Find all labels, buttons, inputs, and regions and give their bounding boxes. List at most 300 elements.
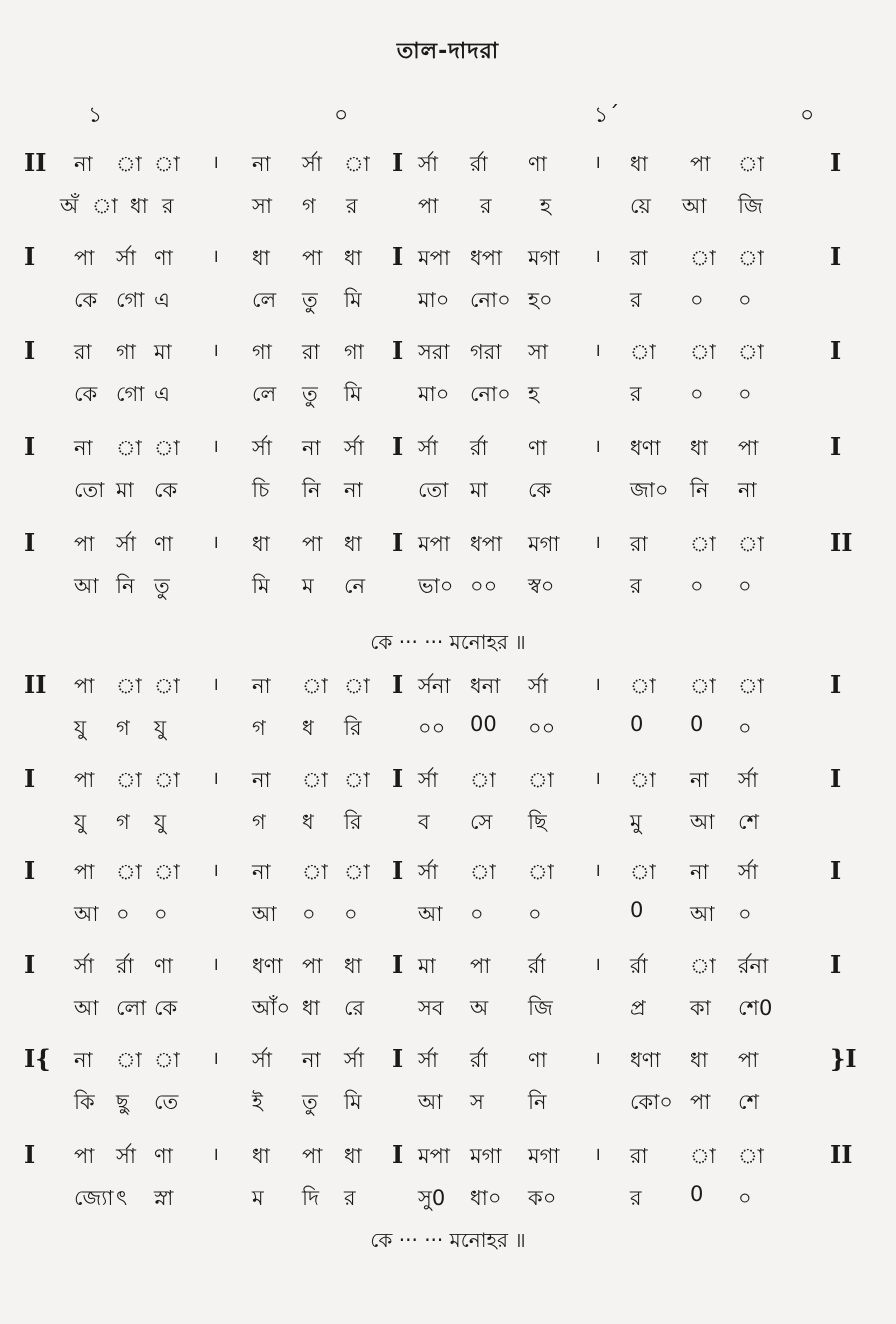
start-barline: I	[24, 528, 36, 557]
swara-note: না	[252, 674, 271, 698]
lyric-syllable: তু	[302, 382, 318, 406]
swara-note: র্সা	[252, 436, 272, 460]
tala-marker: ১´	[594, 103, 620, 128]
lyric-row	[0, 992, 896, 1032]
swara-note: র্সনা	[418, 674, 451, 698]
swara-note: মগা	[470, 1144, 502, 1168]
swara-note: া	[630, 674, 656, 698]
lyric-row	[0, 712, 896, 752]
swara-note: র্সা	[528, 674, 548, 698]
swara-note: ধনা	[470, 674, 501, 698]
swara-note: র্রা	[470, 152, 488, 176]
swara-note: মা	[154, 340, 172, 364]
lyric-syllable: য়ে	[630, 194, 651, 218]
swara-row	[0, 242, 896, 282]
lyric-syllable: ০	[738, 288, 752, 312]
lyric-syllable: হ	[540, 194, 552, 218]
swara-note: ণা	[154, 954, 173, 978]
swara-note: রা	[630, 532, 648, 556]
swara-note: মগা	[528, 1144, 560, 1168]
swara-note: ধা	[252, 1144, 270, 1168]
lyric-syllable: গো	[116, 382, 145, 406]
lyric-syllable: আ	[74, 574, 99, 598]
lyric-syllable: গো	[116, 288, 145, 312]
swara-note: া	[690, 1144, 716, 1168]
swara-note: পা	[74, 768, 95, 792]
lyric-syllable: ছি	[528, 810, 547, 834]
swara-note: া	[630, 860, 656, 884]
swara-note: া	[116, 1048, 142, 1072]
lyric-syllable: গ	[252, 716, 266, 740]
swara-note: পা	[74, 674, 95, 698]
lyric-syllable: ধা	[130, 194, 148, 218]
swara-note: র্সা	[252, 1048, 272, 1072]
beat-divider: ।	[212, 532, 219, 553]
swara-note: ধা	[344, 532, 362, 556]
lyric-row	[0, 806, 896, 846]
lyric-syllable: মি	[344, 288, 362, 312]
swara-note: না	[74, 436, 93, 460]
notation-block	[0, 528, 896, 624]
lyric-syllable: ০	[116, 902, 130, 926]
swara-note: া	[344, 674, 370, 698]
lyric-syllable: ই	[252, 1090, 263, 1114]
swara-note: া	[738, 1144, 764, 1168]
lyric-syllable: মা০	[418, 288, 450, 312]
lyric-syllable: সব	[418, 996, 444, 1020]
beat-divider: ।	[594, 954, 601, 975]
beat-divider: ।	[594, 340, 601, 361]
lyric-syllable: যু	[74, 716, 87, 740]
swara-note: ণা	[154, 246, 173, 270]
swara-note: পা	[74, 1144, 95, 1168]
swara-note: রা	[630, 246, 648, 270]
lyric-syllable: র	[630, 382, 642, 406]
lyric-syllable: শে	[738, 1090, 759, 1114]
end-barline: I	[830, 432, 842, 461]
lyric-syllable: আ	[252, 902, 277, 926]
swara-note: া	[630, 768, 656, 792]
swara-note: া	[690, 674, 716, 698]
swara-note: ধপা	[470, 246, 503, 270]
swara-note: সা	[528, 340, 548, 364]
swara-note: ধা	[344, 954, 362, 978]
lyric-syllable: সা	[252, 194, 272, 218]
lyric-syllable: ০	[738, 1186, 752, 1210]
swara-note: মগা	[528, 532, 560, 556]
lyric-syllable: তে	[154, 1090, 179, 1114]
swara-note: পা	[302, 954, 323, 978]
swara-note: া	[690, 340, 716, 364]
end-barline: I	[830, 242, 842, 271]
swara-note: গা	[344, 340, 364, 364]
swara-note: া	[344, 860, 370, 884]
notation-block	[0, 670, 896, 766]
lyric-row	[0, 190, 896, 230]
swara-note: পা	[690, 152, 711, 176]
lyric-syllable: গ	[252, 810, 266, 834]
lyric-syllable: মি	[344, 382, 362, 406]
lyric-row	[0, 570, 896, 610]
swara-note: র্সা	[344, 1048, 364, 1072]
beat-divider: ।	[594, 860, 601, 881]
swara-note: ধা	[630, 152, 648, 176]
lyric-syllable: র	[480, 194, 492, 218]
lyric-syllable: আ	[418, 1090, 443, 1114]
lyric-syllable: ধ	[302, 810, 314, 834]
swara-note: র্সা	[116, 1144, 136, 1168]
tala-markers	[0, 98, 896, 128]
swara-note: া	[302, 674, 328, 698]
lyric-syllable: স্ব০	[528, 574, 555, 598]
lyric-syllable: ছু	[116, 1090, 129, 1114]
swara-note: না	[252, 152, 271, 176]
lyric-syllable: 0	[630, 898, 644, 922]
lyric-syllable: এ	[154, 288, 170, 312]
lyric-syllable: ম	[252, 1186, 264, 1210]
mid-barline: I	[392, 1140, 404, 1169]
swara-note: র্রা	[116, 954, 134, 978]
beat-divider: ।	[594, 532, 601, 553]
tala-marker: ০	[334, 103, 349, 128]
refrain-line: কে ··· ··· মনোহর ॥	[370, 630, 526, 654]
swara-note: া	[116, 674, 142, 698]
lyric-syllable: ০	[690, 382, 704, 406]
lyric-syllable: গ	[302, 194, 316, 218]
notation-block	[0, 242, 896, 338]
beat-divider: ।	[212, 340, 219, 361]
swara-note: না	[252, 860, 271, 884]
swara-row	[0, 856, 896, 896]
lyric-syllable: অঁ	[60, 194, 79, 218]
lyric-syllable: নি	[116, 574, 135, 598]
swara-note: া	[344, 152, 370, 176]
swara-note: পা	[74, 532, 95, 556]
swara-note: া	[690, 954, 716, 978]
lyric-syllable: র	[630, 1186, 642, 1210]
lyric-syllable: শে	[738, 810, 759, 834]
lyric-syllable: র	[630, 288, 642, 312]
lyric-syllable: কে	[528, 478, 552, 502]
mid-barline: I	[392, 856, 404, 885]
swara-note: ধণা	[630, 436, 661, 460]
swara-note: র্সা	[418, 1048, 438, 1072]
lyric-syllable: তো	[418, 478, 449, 502]
lyric-syllable: আ	[74, 902, 99, 926]
swara-note: র্সা	[738, 860, 758, 884]
lyric-syllable: নি	[690, 478, 709, 502]
swara-note: পা	[302, 532, 323, 556]
lyric-syllable: জা০	[630, 478, 669, 502]
swara-note: া	[344, 768, 370, 792]
swara-note: র্সা	[418, 860, 438, 884]
lyric-syllable: তু	[302, 1090, 318, 1114]
lyric-syllable: না	[344, 478, 363, 502]
swara-note: গা	[116, 340, 136, 364]
lyric-syllable: মা০	[418, 382, 450, 406]
end-barline: I	[830, 764, 842, 793]
lyric-row	[0, 284, 896, 324]
swara-note: মগা	[528, 246, 560, 270]
swara-note: পা	[302, 1144, 323, 1168]
swara-row	[0, 1140, 896, 1180]
lyric-syllable: র	[162, 194, 174, 218]
swara-row	[0, 950, 896, 990]
tala-marker: ১	[88, 103, 103, 128]
refrain-line: কে ··· ··· মনোহর ॥	[370, 1228, 526, 1252]
swara-note: র্রা	[470, 436, 488, 460]
lyric-syllable: নো০	[470, 288, 511, 312]
lyric-syllable: কে	[154, 478, 178, 502]
swara-row	[0, 336, 896, 376]
mid-barline: I	[392, 432, 404, 461]
lyric-syllable: া	[92, 194, 118, 218]
beat-divider: ।	[212, 674, 219, 695]
swara-note: া	[154, 152, 180, 176]
swara-note: া	[630, 340, 656, 364]
lyric-syllable: নো০	[470, 382, 511, 406]
beat-divider: ।	[594, 1048, 601, 1069]
lyric-row	[0, 1182, 896, 1222]
lyric-syllable: যু	[74, 810, 87, 834]
beat-divider: ।	[594, 768, 601, 789]
lyric-syllable: ০০	[528, 716, 556, 740]
swara-note: র্সা	[738, 768, 758, 792]
lyric-syllable: 0	[690, 712, 704, 736]
lyric-syllable: জি	[528, 996, 553, 1020]
lyric-syllable: লো	[116, 996, 147, 1020]
swara-note: ধণা	[252, 954, 283, 978]
lyric-syllable: সে	[470, 810, 493, 834]
swara-note: া	[154, 860, 180, 884]
swara-note: না	[690, 768, 709, 792]
swara-note: পা	[74, 860, 95, 884]
lyric-row	[0, 1086, 896, 1126]
end-barline: }I	[830, 1044, 857, 1073]
swara-note: না	[302, 436, 321, 460]
lyric-syllable: ব	[418, 810, 430, 834]
swara-note: র্সা	[116, 246, 136, 270]
swara-note: ণা	[154, 532, 173, 556]
swara-note: া	[154, 768, 180, 792]
swara-note: ধা	[252, 246, 270, 270]
swara-note: া	[116, 436, 142, 460]
swara-note: া	[738, 674, 764, 698]
lyric-syllable: ০০	[470, 574, 498, 598]
lyric-syllable: ০০	[418, 716, 446, 740]
lyric-syllable: স্না	[154, 1186, 174, 1210]
lyric-syllable: নি	[302, 478, 321, 502]
swara-note: পা	[302, 246, 323, 270]
mid-barline: I	[392, 670, 404, 699]
lyric-syllable: ০	[738, 902, 752, 926]
lyric-syllable: র	[346, 194, 358, 218]
swara-note: না	[302, 1048, 321, 1072]
lyric-syllable: মু	[630, 810, 642, 834]
start-barline: I	[24, 950, 36, 979]
swara-note: া	[154, 1048, 180, 1072]
beat-divider: ।	[212, 246, 219, 267]
swara-note: র্সা	[418, 152, 438, 176]
lyric-syllable: ৎ	[116, 1186, 128, 1210]
lyric-syllable: কে	[74, 382, 98, 406]
lyric-syllable: এ	[154, 382, 170, 406]
end-barline: I	[830, 950, 842, 979]
beat-divider: ।	[594, 1144, 601, 1165]
lyric-syllable: লে	[252, 288, 277, 312]
lyric-syllable: চি	[252, 478, 270, 502]
swara-note: মপা	[418, 1144, 451, 1168]
beat-divider: ।	[212, 152, 219, 173]
swara-note: া	[302, 768, 328, 792]
lyric-syllable: আ	[418, 902, 443, 926]
mid-barline: I	[392, 1044, 404, 1073]
lyric-syllable: তো	[74, 478, 105, 502]
swara-note: া	[528, 768, 554, 792]
lyric-syllable: কে	[74, 288, 98, 312]
notation-block	[0, 856, 896, 952]
lyric-syllable: না	[738, 478, 757, 502]
swara-note: া	[690, 246, 716, 270]
swara-note: না	[74, 152, 93, 176]
lyric-syllable: গ	[116, 810, 130, 834]
notation-block	[0, 336, 896, 432]
swara-note: র্সা	[116, 532, 136, 556]
lyric-syllable: ধা০	[470, 1186, 502, 1210]
swara-note: া	[738, 152, 764, 176]
beat-divider: ।	[212, 860, 219, 881]
swara-note: ণা	[528, 436, 547, 460]
end-barline: I	[830, 148, 842, 177]
swara-note: া	[116, 768, 142, 792]
lyric-syllable: কে	[154, 996, 178, 1020]
lyric-syllable: গ	[116, 716, 130, 740]
lyric-syllable: ম	[302, 574, 314, 598]
start-barline: I	[24, 764, 36, 793]
lyric-syllable: হ০	[528, 288, 553, 312]
swara-note: া	[738, 532, 764, 556]
start-barline: I	[24, 432, 36, 461]
swara-note: ধা	[690, 436, 708, 460]
swara-note: া	[154, 674, 180, 698]
lyric-syllable: মা	[116, 478, 134, 502]
lyric-syllable: ০	[528, 902, 542, 926]
lyric-syllable: প্র	[630, 996, 646, 1020]
beat-divider: ।	[594, 674, 601, 695]
lyric-syllable: ধ	[302, 716, 314, 740]
swara-note: া	[738, 246, 764, 270]
beat-divider: ।	[212, 1048, 219, 1069]
start-barline: I	[24, 856, 36, 885]
lyric-row	[0, 378, 896, 418]
mid-barline: I	[392, 336, 404, 365]
swara-note: ণা	[528, 152, 547, 176]
swara-note: া	[470, 768, 496, 792]
beat-divider: ।	[212, 436, 219, 457]
notation-block	[0, 764, 896, 860]
lyric-syllable: জি	[738, 194, 763, 218]
swara-note: না	[74, 1048, 93, 1072]
swara-note: ধা	[344, 246, 362, 270]
swara-note: ধা	[344, 1144, 362, 1168]
lyric-syllable: ০	[154, 902, 168, 926]
lyric-syllable: ০	[738, 382, 752, 406]
swara-note: া	[154, 436, 180, 460]
lyric-syllable: অ	[470, 996, 489, 1020]
swara-row	[0, 432, 896, 472]
lyric-syllable: পা	[418, 194, 439, 218]
swara-note: ধা	[252, 532, 270, 556]
swara-row	[0, 1044, 896, 1084]
lyric-row	[0, 898, 896, 938]
swara-note: া	[116, 152, 142, 176]
lyric-syllable: রি	[344, 716, 362, 740]
lyric-syllable: তু	[302, 288, 318, 312]
swara-note: মপা	[418, 532, 451, 556]
lyric-syllable: কো০	[630, 1090, 673, 1114]
swara-row	[0, 148, 896, 188]
mid-barline: I	[392, 528, 404, 557]
end-barline: II	[830, 1140, 853, 1169]
lyric-syllable: আ	[690, 810, 715, 834]
lyric-syllable: স	[470, 1090, 484, 1114]
swara-note: রা	[74, 340, 92, 364]
swara-note: ধণা	[630, 1048, 661, 1072]
lyric-syllable: ০	[690, 574, 704, 598]
lyric-syllable: মি	[252, 574, 270, 598]
swara-note: পা	[74, 246, 95, 270]
swara-note: া	[302, 860, 328, 884]
swara-note: মপা	[418, 246, 451, 270]
swara-note: রা	[302, 340, 320, 364]
lyric-syllable: ০	[690, 288, 704, 312]
start-barline: I	[24, 242, 36, 271]
mid-barline: I	[392, 764, 404, 793]
lyric-syllable: রে	[344, 996, 365, 1020]
lyric-syllable: ০	[738, 716, 752, 740]
lyric-syllable: সু0	[418, 1186, 446, 1210]
swara-note: না	[252, 768, 271, 792]
end-barline: I	[830, 336, 842, 365]
lyric-syllable: আ	[690, 902, 715, 926]
tala-marker: ০	[800, 103, 815, 128]
end-barline: I	[830, 856, 842, 885]
swara-note: র্রনা	[738, 954, 769, 978]
swara-note: র্রা	[470, 1048, 488, 1072]
swara-row	[0, 528, 896, 568]
lyric-syllable: ০	[302, 902, 316, 926]
beat-divider: ।	[594, 436, 601, 457]
swara-note: পা	[738, 436, 759, 460]
beat-divider: ।	[212, 1144, 219, 1165]
lyric-syllable: পা	[690, 1090, 711, 1114]
lyric-syllable: 0	[630, 712, 644, 736]
lyric-syllable: আ	[682, 194, 707, 218]
swara-note: ণা	[154, 1144, 173, 1168]
lyric-syllable: যু	[154, 716, 167, 740]
lyric-syllable: নি	[528, 1090, 547, 1114]
swara-note: পা	[738, 1048, 759, 1072]
lyric-syllable: মি	[344, 1090, 362, 1114]
beat-divider: ।	[594, 152, 601, 173]
page-title: তাল-দাদরা	[396, 39, 500, 64]
start-barline: I{	[24, 1044, 51, 1073]
notation-block	[0, 950, 896, 1046]
lyric-syllable: র	[344, 1186, 356, 1210]
swara-note: র্সা	[302, 152, 322, 176]
swara-note: া	[690, 532, 716, 556]
lyric-syllable: কা	[690, 996, 711, 1020]
